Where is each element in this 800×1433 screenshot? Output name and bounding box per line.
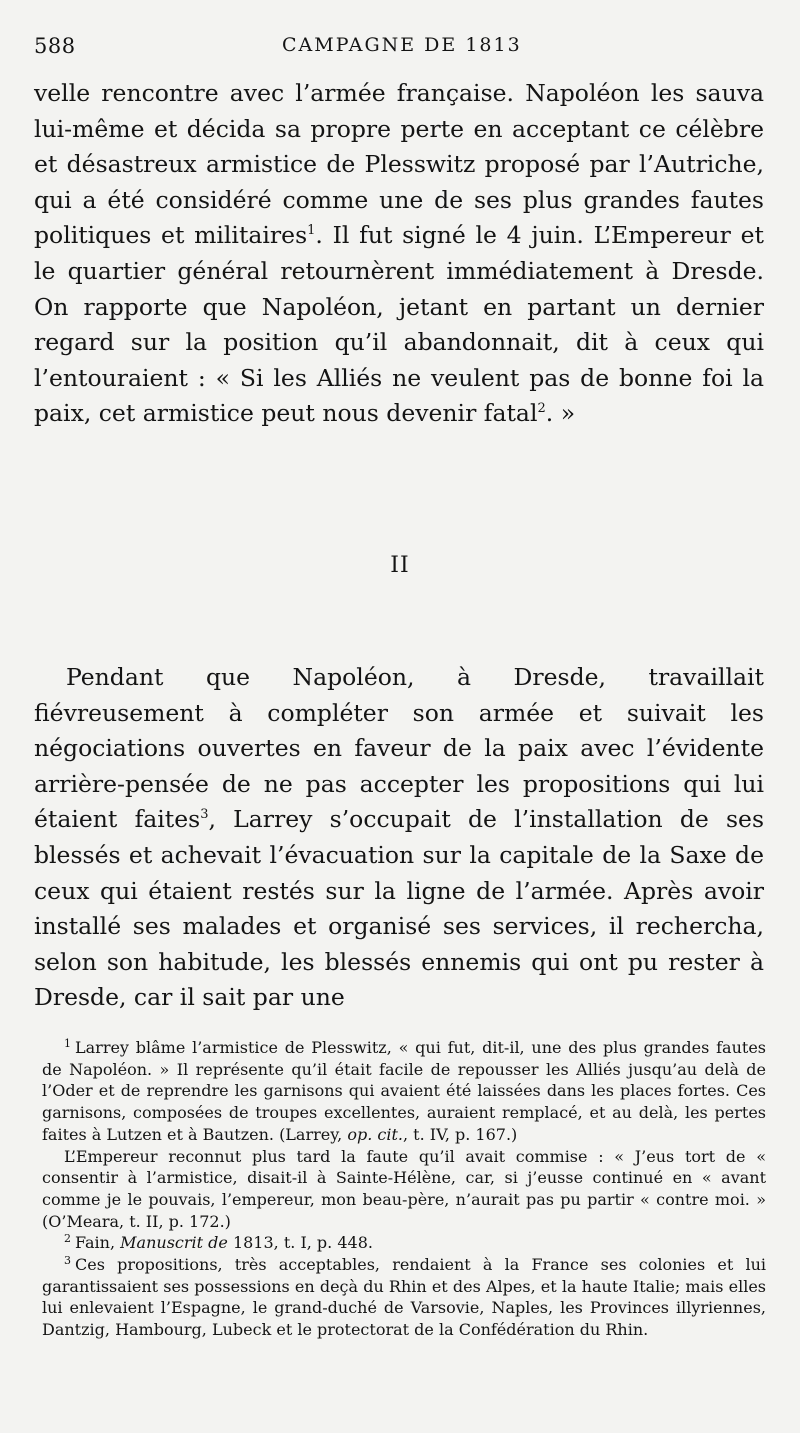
footnote-text: , t. IV, p. 167.)	[402, 1124, 518, 1144]
footnote-text: Fain,	[75, 1233, 121, 1253]
section-heading: II	[390, 553, 410, 578]
footnote-text: Ces propositions, très acceptables, rendaient à la France ses colonies et lui garantissaient ses possessions en deçà du Rhin et des Alpes, et la haute Italie; mais elles lui enlevaient l’Espagne, le grand-duché de Varsovie, Naples, les Provinces illyriennes, Dantzig, Hambourg, Lubeck et le protectorat de la Confédération du Rhin.	[42, 1255, 766, 1340]
footnote-citation: Manuscrit de	[120, 1233, 228, 1253]
footnote-mark: 3	[64, 1253, 71, 1267]
running-title: CAMPAGNE DE 1813	[282, 34, 522, 56]
page-header	[34, 28, 764, 62]
paragraph-text: . »	[545, 399, 576, 428]
paragraph-text: , Larrey s’occupait de l’installation de ses blessés et achevait l’évacuation sur la capitale de la Saxe de ceux qui étaient restés sur la ligne de l’armée. Après avoir installé ses malades et organisé ses services, il rechercha, selon son habitude, les blessés ennemis qui ont pu rester à Dresde, car il sait par une	[34, 805, 765, 1012]
footnote-1-continuation: L’Empereur reconnut plus tard la faute qu’il avait commise : « J’eus tort de « consentir à l’armistice, disait-il à Sainte-Hélène, car, si j’eusse continué en « avant comme je le pouvais, l’empereur, mon beau-père, n’aurait pas pu partir « contre moi. » (O’Meara, t. II, p. 172.)	[42, 1146, 766, 1231]
footnote-text: 1813, t. I, p. 448.	[227, 1233, 373, 1253]
footnote-mark: 1	[64, 1036, 71, 1050]
footnote-reference: 2	[537, 401, 546, 417]
footnote-3	[42, 1254, 766, 1341]
paragraph	[34, 76, 764, 432]
footnote-2	[42, 1232, 766, 1254]
paragraph-text: Pendant que Napoléon, à Dresde, travaillait fiévreusement à compléter son armée et suivait les négociations ouvertes en faveur de la paix avec l’évidente arrière-pensée de ne pas accepter les propositions qui lui étaient faites	[34, 663, 764, 834]
page-number: 588	[34, 34, 76, 58]
footnote-citation: op. cit.	[347, 1124, 403, 1144]
footnote-reference: 1	[307, 223, 316, 239]
footnote-mark: 2	[64, 1232, 71, 1245]
footnote-text: Larrey blâme l’armistice de Plesswitz, « qui fut, dit-il, une des plus grandes fautes de Napoléon. » Il représente qu’il était facile de repousser les Alliés jusqu’au delà de l’Oder et de reprendre les garnisons qui avaient été laissées dans les places fortes. Ces garnisons, composées de troupes excellentes, auraient remplacé, et au delà, les pertes faites à Lutzen et à Bautzen. (Larrey,	[42, 1038, 766, 1144]
paragraph-text: velle rencontre avec l’armée française. Napoléon les sauva lui-même et décida sa propre perte en acceptant ce célèbre et désastreux armistice de Plesswitz proposé par l’Autriche, qui a été considéré comme une de ses plus grandes fautes politiques et militaires	[34, 79, 764, 250]
footnotes	[42, 1037, 766, 1341]
footnote-reference: 3	[200, 807, 209, 823]
paragraph-text: . Il fut signé le 4 juin. L’Empereur et le quartier général retournèrent immédiatement à Dresde. On rapporte que Napoléon, jetant en partant un dernier regard sur la position qu’il abandonnait, dit à ceux qui l’entouraient : « Si les Alliés ne veulent pas de bonne foi la paix, cet armistice peut nous devenir fatal	[34, 221, 764, 428]
footnote-1	[42, 1037, 766, 1146]
paragraph	[34, 660, 764, 1016]
